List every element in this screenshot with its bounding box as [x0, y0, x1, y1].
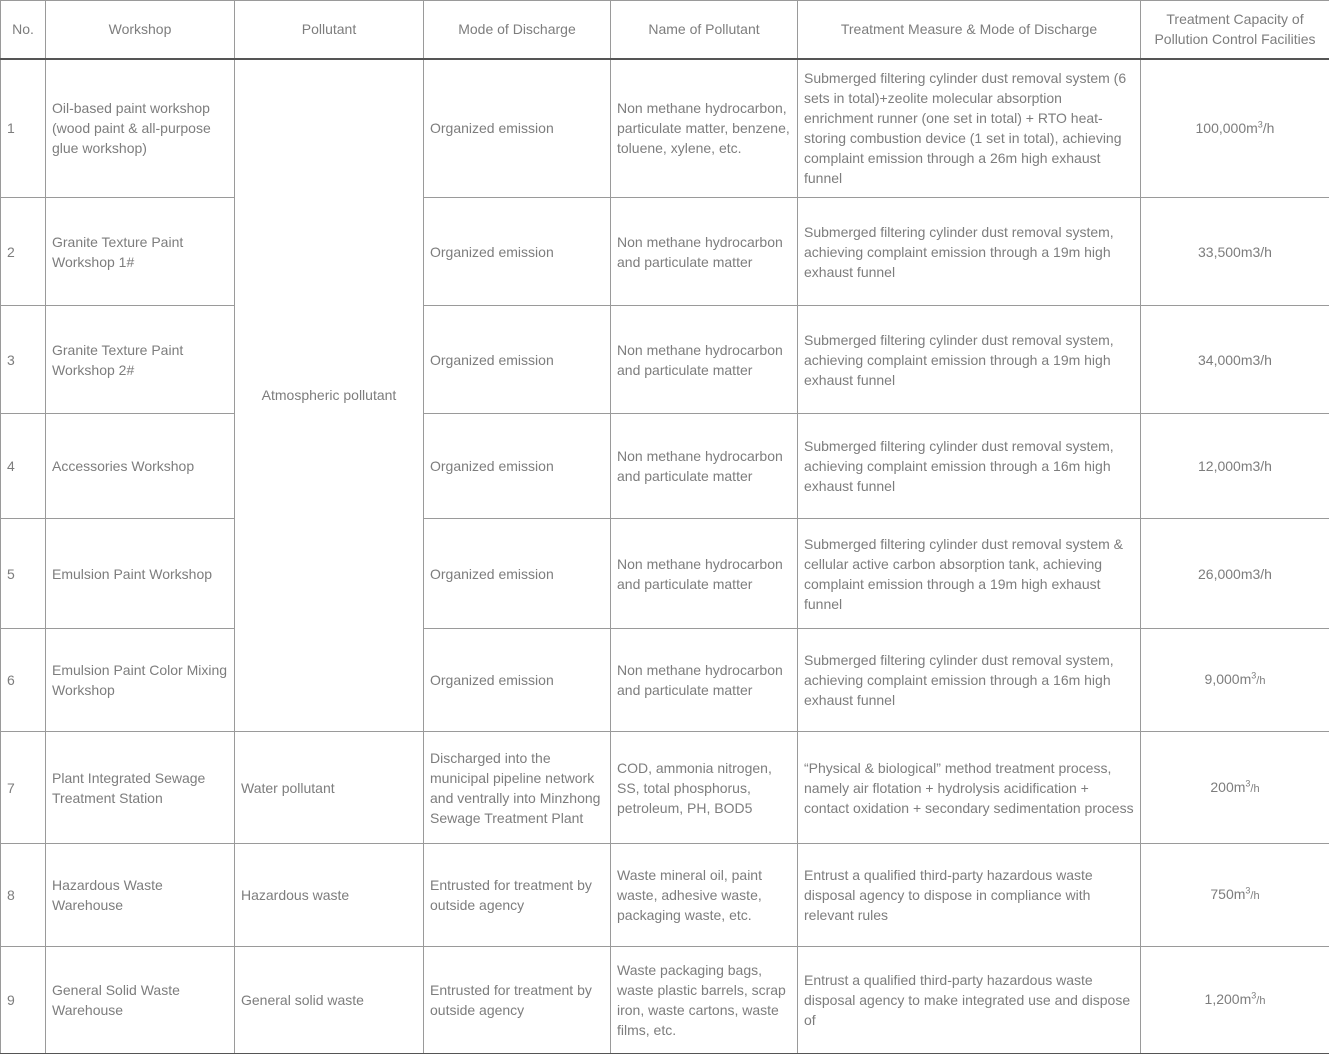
header-treatment-capacity: Treatment Capacity of Pollution Control Facilities [1141, 1, 1329, 59]
header-treatment-measure: Treatment Measure & Mode of Discharge [798, 1, 1141, 59]
capacity-value: 33,500m3/h [1198, 243, 1272, 260]
capacity-value: 12,000m3/h [1198, 458, 1272, 474]
cell-mode-of-discharge: Discharged into the municipal pipeline network and ventrally into Minzhong Sewage Treatment Plant [424, 732, 611, 844]
table-row [1, 59, 1329, 198]
cell-name-of-pollutant: Waste packaging bags, waste plastic barrels, scrap iron, waste cartons, waste films, etc. [611, 947, 798, 1054]
cell-workshop: Hazardous Waste Warehouse [46, 844, 235, 947]
cell-no: 3 [1, 306, 46, 414]
cell-name-of-pollutant: Non methane hydrocarbon and particulate matter [611, 519, 798, 629]
header-no: No. [1, 1, 46, 59]
cell-treatment-capacity [1141, 414, 1329, 519]
cell-treatment-capacity [1141, 732, 1329, 844]
cell-treatment-measure: Submerged filtering cylinder dust removal system, achieving complaint emission through a 16m high exhaust funnel [798, 414, 1141, 519]
cell-name-of-pollutant: Non methane hydrocarbon and particulate matter [611, 306, 798, 414]
cell-mode-of-discharge: Organized emission [424, 198, 611, 306]
cell-no: 2 [1, 198, 46, 306]
cell-treatment-capacity [1141, 519, 1329, 629]
header-workshop: Workshop [46, 1, 235, 59]
table-row [1, 414, 1329, 519]
cell-name-of-pollutant: Non methane hydrocarbon and particulate matter [611, 198, 798, 306]
cell-treatment-measure: “Physical & biological” method treatment process, namely air flotation + hydrolysis acidification + contact oxidation + secondary sedimentation process [798, 732, 1141, 844]
cell-workshop: Emulsion Paint Workshop [46, 519, 235, 629]
capacity-value: 1,200m [1204, 991, 1252, 1007]
header-pollutant: Pollutant [235, 1, 424, 59]
table-row [1, 732, 1329, 844]
table-row [1, 629, 1329, 732]
cell-no: 1 [1, 59, 46, 198]
cell-treatment-measure: Submerged filtering cylinder dust removal system (6 sets in total)+zeolite molecular absorption enrichment runner (one set in total) + RTO heat-storing combustion device (1 set in total), achieving complaint emission through a 26m high exhaust funnel [798, 59, 1141, 198]
capacity-unit-suffix: /h [1262, 120, 1275, 137]
cell-workshop: General Solid Waste Warehouse [46, 947, 235, 1054]
capacity-value: 26,000m3/h [1198, 565, 1272, 582]
capacity-value: 34,000m3/h [1198, 351, 1272, 368]
capacity-value: 750m [1210, 886, 1246, 902]
capacity-value: 200m [1210, 778, 1246, 795]
capacity-unit-suffix: /h [1250, 782, 1260, 795]
cell-mode-of-discharge: Organized emission [424, 519, 611, 629]
cell-treatment-measure: Submerged filtering cylinder dust removal system & cellular active carbon absorption tank, achieving complaint emission through a 19m high exhaust funnel [798, 519, 1141, 629]
capacity-unit-suffix: /h [1250, 890, 1260, 902]
cell-treatment-capacity [1141, 198, 1329, 306]
cell-treatment-capacity [1141, 947, 1329, 1054]
cell-mode-of-discharge: Entrusted for treatment by outside agency [424, 844, 611, 947]
cell-name-of-pollutant: Non methane hydrocarbon and particulate matter [611, 414, 798, 519]
cell-treatment-capacity [1141, 306, 1329, 414]
cell-mode-of-discharge: Organized emission [424, 306, 611, 414]
header-name-of-pollutant: Name of Pollutant [611, 1, 798, 59]
table-header [1, 1, 1329, 59]
cell-workshop: Oil-based paint workshop (wood paint & all-purpose glue workshop) [46, 59, 235, 198]
cell-mode-of-discharge: Entrusted for treatment by outside agency [424, 947, 611, 1054]
cell-workshop: Granite Texture Paint Workshop 2# [46, 306, 235, 414]
table-body [1, 59, 1329, 1054]
cell-name-of-pollutant: COD, ammonia nitrogen, SS, total phosphorus, petroleum, PH, BOD5 [611, 732, 798, 844]
cell-treatment-capacity [1141, 59, 1329, 198]
cell-treatment-measure: Submerged filtering cylinder dust removal system, achieving complaint emission through a 19m high exhaust funnel [798, 306, 1141, 414]
header-row [1, 1, 1329, 59]
table-row [1, 844, 1329, 947]
header-mode-of-discharge: Mode of Discharge [424, 1, 611, 59]
capacity-exponent: 3 [1251, 990, 1257, 1001]
capacity-exponent: 3 [1251, 670, 1257, 681]
cell-name-of-pollutant: Non methane hydrocarbon and particulate matter [611, 629, 798, 732]
cell-no: 5 [1, 519, 46, 629]
cell-mode-of-discharge: Organized emission [424, 414, 611, 519]
capacity-exponent: 3 [1257, 119, 1263, 130]
cell-treatment-measure: Entrust a qualified third-party hazardous waste disposal agency to dispose in compliance with relevant rules [798, 844, 1141, 947]
cell-pollutant: Atmospheric pollutant [235, 59, 424, 732]
table-row [1, 947, 1329, 1054]
cell-treatment-measure: Submerged filtering cylinder dust removal system, achieving complaint emission through a 19m high exhaust funnel [798, 198, 1141, 306]
cell-no: 9 [1, 947, 46, 1054]
capacity-value: 100,000m [1195, 120, 1258, 137]
cell-workshop: Emulsion Paint Color Mixing Workshop [46, 629, 235, 732]
cell-mode-of-discharge: Organized emission [424, 629, 611, 732]
capacity-unit-suffix: /h [1256, 675, 1266, 687]
cell-pollutant: Hazardous waste [235, 844, 424, 947]
cell-treatment-capacity [1141, 844, 1329, 947]
cell-name-of-pollutant: Waste mineral oil, paint waste, adhesive waste, packaging waste, etc. [611, 844, 798, 947]
cell-name-of-pollutant: Non methane hydrocarbon, particulate matter, benzene, toluene, xylene, etc. [611, 59, 798, 198]
cell-treatment-measure: Submerged filtering cylinder dust removal system, achieving complaint emission through a 16m high exhaust funnel [798, 629, 1141, 732]
table-row [1, 306, 1329, 414]
cell-pollutant: Water pollutant [235, 732, 424, 844]
cell-no: 6 [1, 629, 46, 732]
cell-workshop: Granite Texture Paint Workshop 1# [46, 198, 235, 306]
cell-no: 7 [1, 732, 46, 844]
cell-pollutant: General solid waste [235, 947, 424, 1054]
cell-no: 4 [1, 414, 46, 519]
capacity-exponent: 3 [1245, 777, 1251, 788]
capacity-exponent: 3 [1245, 885, 1251, 896]
table-row [1, 198, 1329, 306]
cell-no: 8 [1, 844, 46, 947]
capacity-unit-suffix: /h [1256, 995, 1266, 1007]
cell-treatment-measure: Entrust a qualified third-party hazardous waste disposal agency to make integrated use and dispose of [798, 947, 1141, 1054]
cell-treatment-capacity [1141, 629, 1329, 732]
cell-workshop: Accessories Workshop [46, 414, 235, 519]
cell-mode-of-discharge: Organized emission [424, 59, 611, 198]
capacity-value: 9,000m [1204, 671, 1252, 687]
cell-workshop: Plant Integrated Sewage Treatment Station [46, 732, 235, 844]
table-row [1, 519, 1329, 629]
